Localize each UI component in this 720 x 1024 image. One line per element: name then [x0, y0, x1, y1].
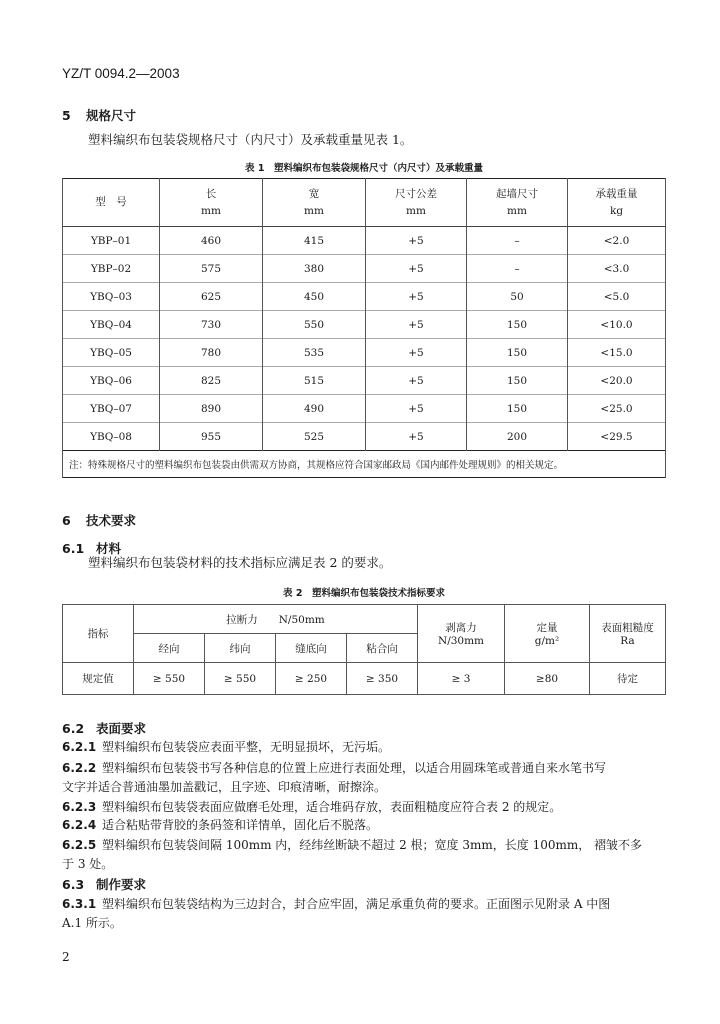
table-1-header	[63, 179, 666, 227]
item-6-2-4: 6.2.4 适合粘贴带背胶的条码签和详情单，固化后不脱落。	[62, 818, 379, 832]
table-2-caption: 表 2 塑料编织布包装袋技术指标要求	[283, 588, 445, 599]
th-load: 承载重量 kg	[568, 179, 666, 227]
table-row: YBQ–05 780 535 +5 150 <15.0	[63, 339, 666, 367]
table-row: YBQ–04 730 550 +5 150 <10.0	[63, 311, 666, 339]
standard-code: YZ/T 0094.2—2003	[62, 66, 180, 81]
th-peel: 剥离力 N/30mm	[418, 605, 505, 663]
section-6-3-heading: 6.3 制作要求	[62, 877, 147, 892]
item-6-2-5: 6.2.5 塑料编织布包装袋间隔 100mm 内，经纬丝断缺不超过 2 根；宽度 3mm，长度 100mm， 褶皱不多	[62, 838, 643, 852]
th-roughness: 表面粗糙度 Ra	[590, 605, 666, 663]
th-seam-bottom: 缝底向	[276, 634, 347, 663]
table-1-caption: 表 1 塑料编织布包装袋规格尺寸（内尺寸）及承载重量	[245, 163, 483, 174]
th-weft: 纬向	[205, 634, 276, 663]
item-6-2-2: 6.2.2 塑料编织布包装袋书写各种信息的位置上应进行表面处理，以适合用圆珠笔或普通自来水笔书写	[62, 761, 607, 775]
table-1	[62, 178, 666, 478]
section-6-1-intro: 塑料编织布包装袋材料的技术指标应满足表 2 的要求。	[88, 555, 392, 570]
item-6-3-1: 6.3.1 塑料编织布包装袋结构为三边封合，封合应牢固，满足承重负荷的要求。正面图示见附录 A 中图	[62, 897, 611, 911]
item-6-2-1: 6.2.1 塑料编织布包装袋应表面平整，无明显损坏，无污垢。	[62, 740, 391, 754]
section-6-heading: 6 技术要求	[62, 513, 137, 528]
th-warp: 经向	[134, 634, 205, 663]
table-row: YBQ–08 955 525 +5 200 <29.5	[63, 423, 666, 451]
th-tolerance: 尺寸公差 mm	[366, 179, 467, 227]
table-row: YBP–02 575 380 +5 – <3.0	[63, 255, 666, 283]
item-6-2-2-cont: 文字并适合普通油墨加盖戳记，且字迹、印痕清晰，耐擦涂。	[62, 780, 387, 794]
section-5-intro: 塑料编织布包装袋规格尺寸（内尺寸）及承载重量见表 1。	[88, 132, 413, 147]
table-row: 规定值 ≥ 550 ≥ 550 ≥ 250 ≥ 350 ≥ 3 ≥80 待定	[63, 663, 666, 695]
table-1-note: 注：特殊规格尺寸的塑料编织布包装袋由供需双方协商，其规格应符合国家邮政局《国内邮件处理规则》的相关规定。	[63, 451, 666, 478]
th-width: 宽 mm	[263, 179, 366, 227]
table-2	[62, 604, 666, 695]
table-row: YBQ–07 890 490 +5 150 <25.0	[63, 395, 666, 423]
item-6-2-3: 6.2.3 塑料编织布包装袋表面应做磨毛处理，适合堆码存放，表面粗糙度应符合表 2 的规定。	[62, 800, 562, 814]
th-tensile: 拉断力 N/50mm	[134, 605, 418, 634]
section-6-1-heading: 6.1 材料	[62, 541, 122, 556]
item-6-2-5-cont: 于 3 处。	[62, 857, 114, 871]
th-wall-height: 起墙尺寸 mm	[467, 179, 568, 227]
table-1-note-row	[63, 451, 666, 478]
th-quant: 定量 g/m²	[505, 605, 590, 663]
page-number: 2	[62, 950, 70, 964]
table-row: YBQ–03 625 450 +5 50 <5.0	[63, 283, 666, 311]
th-model: 型 号	[63, 179, 160, 227]
table-row: YBQ–06 825 515 +5 150 <20.0	[63, 367, 666, 395]
th-index: 指标	[63, 605, 134, 663]
item-6-3-1-cont: A.1 所示。	[62, 916, 122, 930]
th-length: 长 mm	[160, 179, 263, 227]
section-5-heading: 5 规格尺寸	[62, 108, 137, 123]
section-6-2-heading: 6.2 表面要求	[62, 721, 147, 736]
table-row: YBP–01 460 415 +5 – <2.0	[63, 227, 666, 255]
th-bonding: 粘合向	[347, 634, 418, 663]
